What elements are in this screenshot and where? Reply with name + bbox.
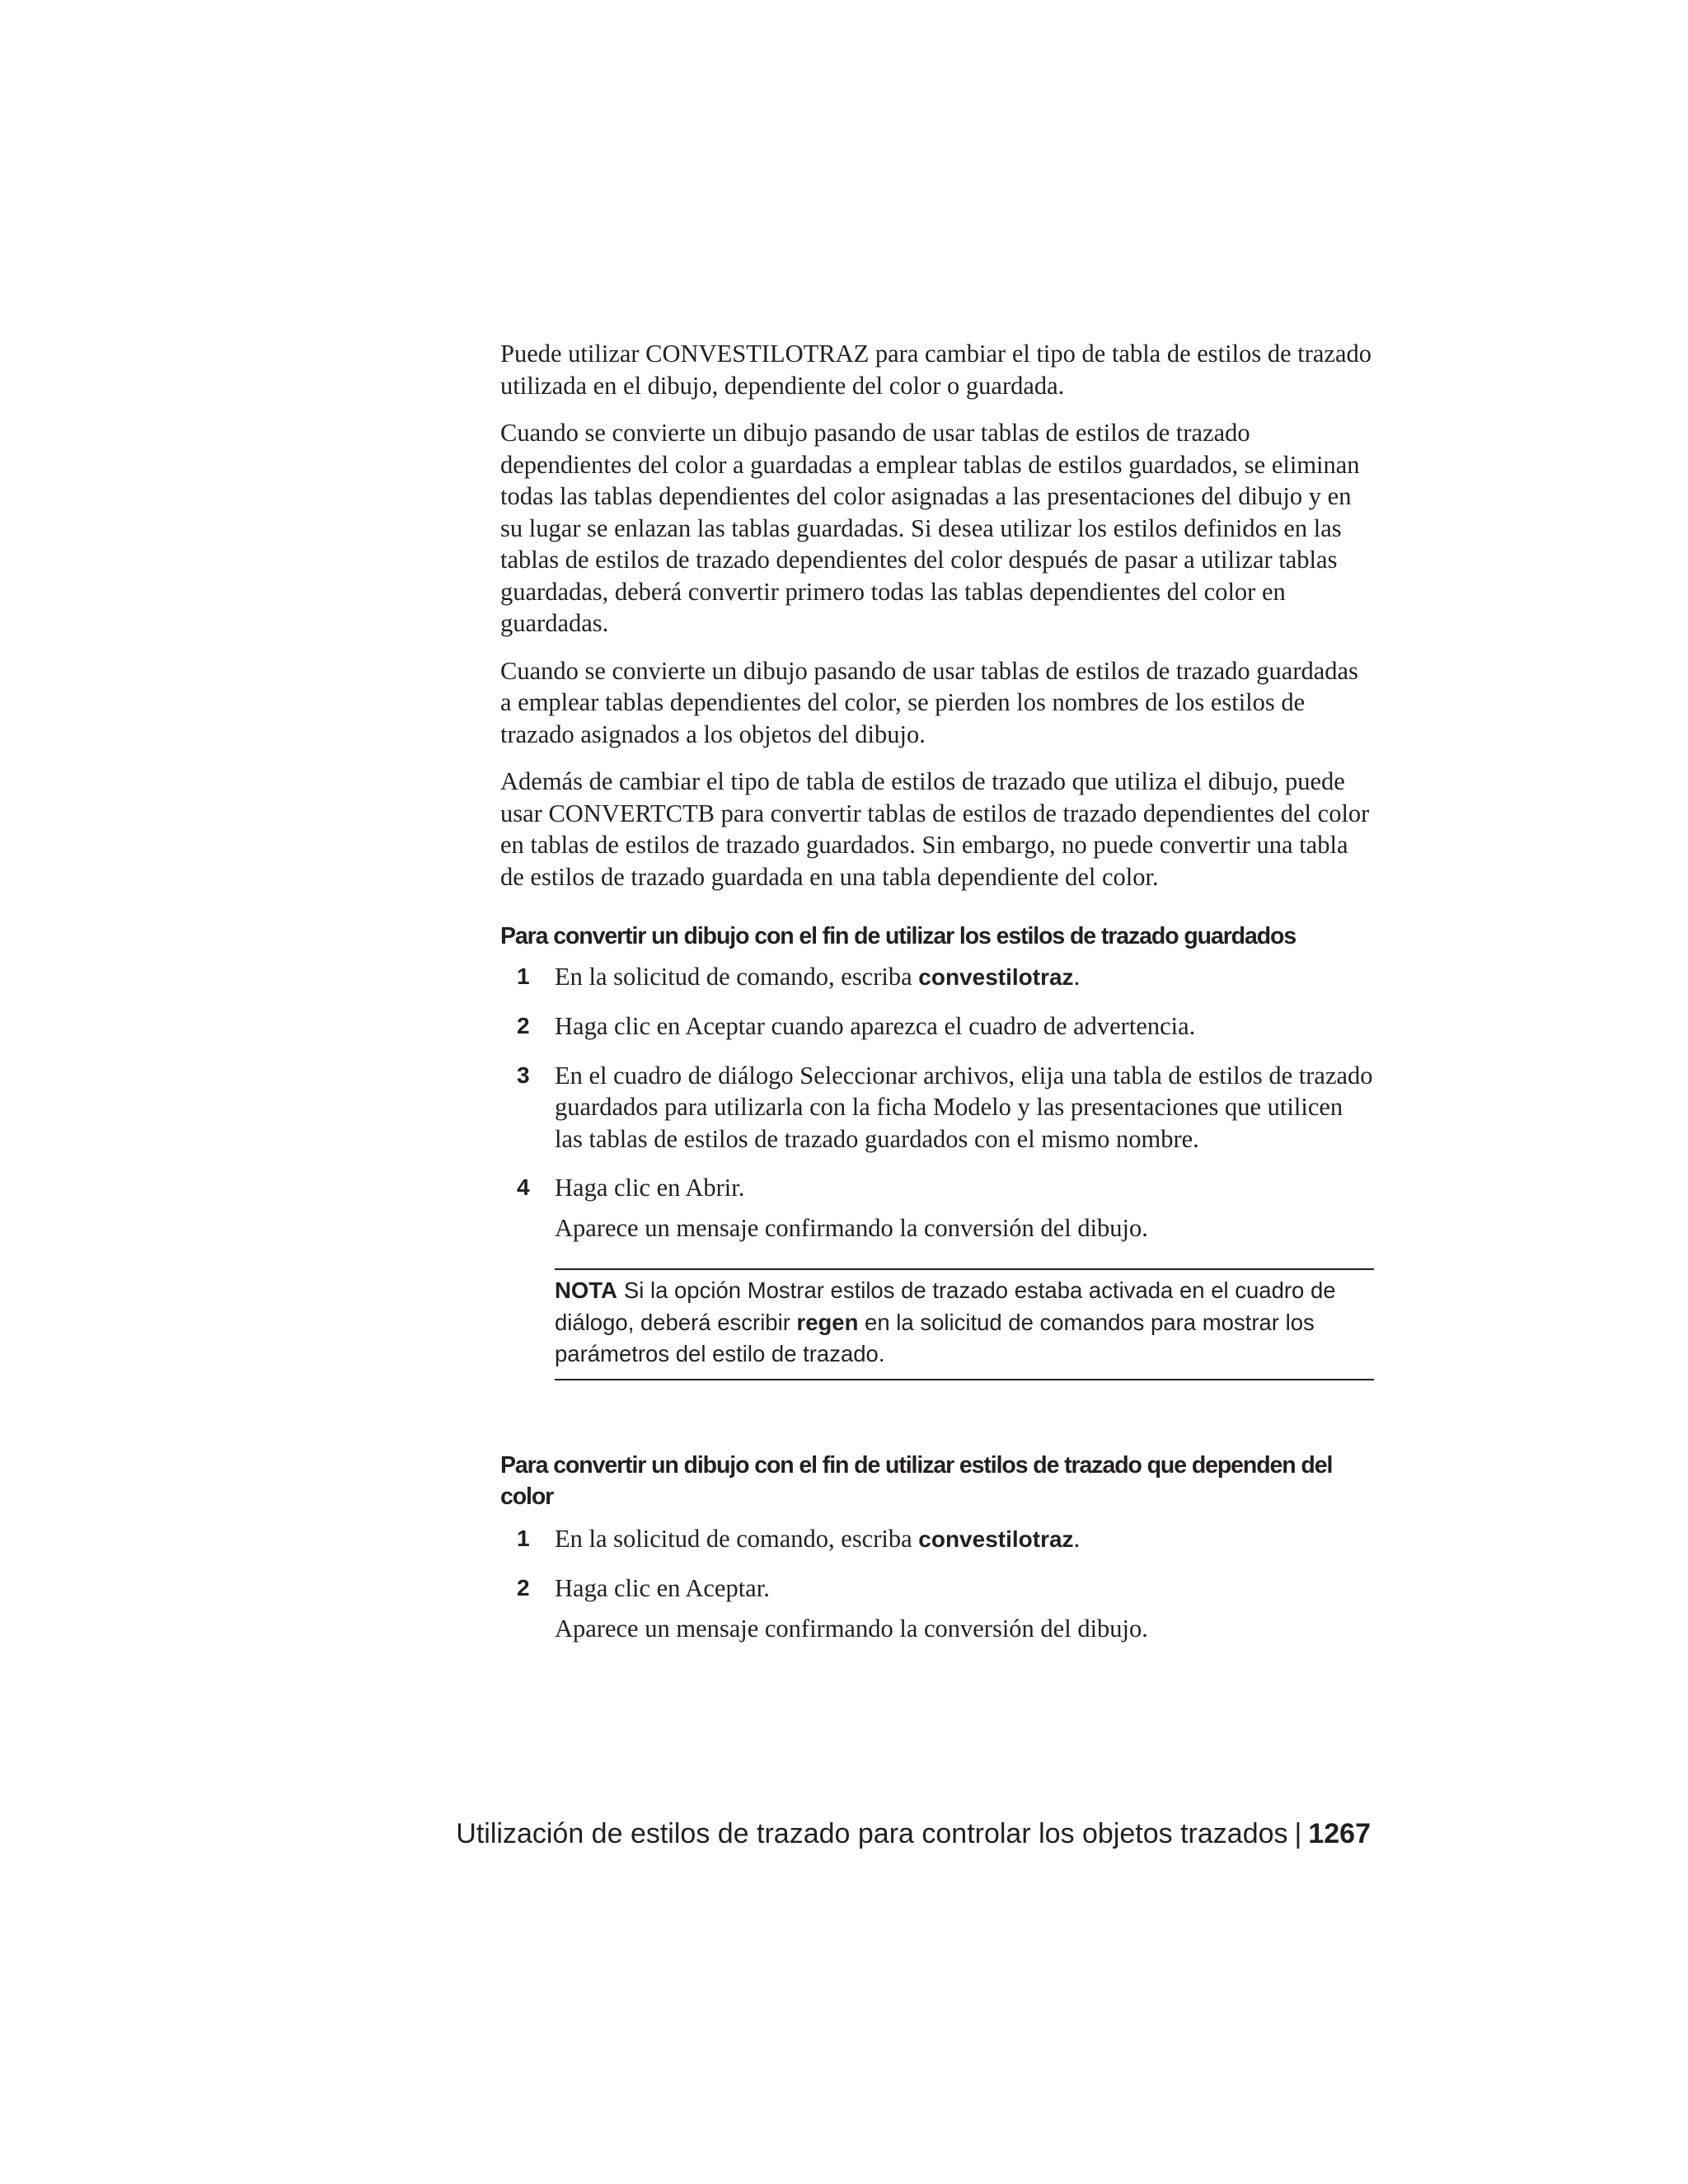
step-text: Haga clic en Aceptar cuando aparezca el cuadro de advertencia. [555, 1012, 1196, 1040]
command-name: convestilotraz [918, 1526, 1074, 1552]
note-label: NOTA [555, 1277, 617, 1303]
command-name: convestilotraz [918, 963, 1074, 990]
page-number: 1267 [1308, 1818, 1371, 1849]
step-number: 4 [517, 1174, 530, 1200]
step-text-before: En la solicitud de comando, escriba [555, 1524, 919, 1553]
step-text: Haga clic en Aceptar. [555, 1574, 770, 1602]
page-footer [456, 1816, 1371, 1852]
step-result: Aparece un mensaje confirmando la conversión del dibujo. [555, 1614, 1148, 1643]
step-text: En el cuadro de diálogo Seleccionar archivos, elija una tabla de estilos de trazado guardados para utilizarla con la ficha Modelo y las presentaciones que utilicen las tablas de estilos de trazado guardados con el mismo nombre. [555, 1061, 1373, 1153]
procedure-2-steps [500, 1523, 1374, 1645]
page-content [500, 338, 1374, 1661]
step-number: 1 [517, 963, 530, 989]
note-box [555, 1268, 1374, 1380]
footer-separator: | [1294, 1818, 1302, 1849]
intro-paragraph-3: Cuando se convierte un dibujo pasando de usar tablas de estilos de trazado guardadas a emplear tablas dependientes del color, se pierden los nombres de los estilos de trazado asignados a los objetos del dibujo. [500, 656, 1358, 748]
step-text [555, 1523, 1374, 1556]
step-number: 2 [517, 1013, 530, 1038]
note-text-after: en la solicitud de comandos para mostrar los parámetros del estilo de trazado. [555, 1309, 1315, 1366]
procedure-1-step-2 [500, 1010, 1374, 1043]
step-result: Aparece un mensaje confirmando la conversión del dibujo. [555, 1213, 1148, 1242]
procedure-2-step-2 [500, 1572, 1374, 1644]
note-command: regen [796, 1309, 859, 1335]
procedure-1-step-1 [500, 961, 1374, 994]
step-number: 1 [517, 1525, 530, 1551]
intro-paragraph-1: Puede utilizar CONVESTILOTRAZ para cambiar el tipo de tabla de estilos de trazado utilizada en el dibujo, dependiente del color o guardada. [500, 340, 1372, 400]
procedure-1-step-3 [500, 1060, 1374, 1155]
step-text [555, 961, 1374, 994]
note-text-before: Si la opción Mostrar estilos de trazado estaba activada en el cuadro de diálogo, deberá escribir [555, 1277, 1336, 1335]
step-text-after: . [1073, 1524, 1081, 1553]
intro-paragraph-2: Cuando se convierte un dibujo pasando de usar tablas de estilos de trazado dependientes del color a guardadas a emplear tablas de estilos guardados, se eliminan todas las tablas dependientes del color asignadas a las presentaciones del dibujo y en su lugar se enlazan las tablas guardadas. Si desea utilizar los estilos definidos en las tablas de estilos de trazado dependientes del color después de pasar a utilizar tablas guardadas, deberá convertir primero todas las tablas dependientes del color en guardadas. [500, 419, 1360, 637]
footer-chapter-title: Utilización de estilos de trazado para controlar los objetos trazados [456, 1818, 1288, 1849]
procedure-1-steps [500, 961, 1374, 1380]
step-text-after: . [1073, 962, 1081, 991]
intro-paragraph-4: Además de cambiar el tipo de tabla de estilos de trazado que utiliza el dibujo, puede usar CONVERTCTB para convertir tablas de estilos de trazado dependientes del color en tablas de estilos de trazado guardados. Sin embargo, no puede convertir una tabla de estilos de trazado guardada en una tabla dependiente del color. [500, 767, 1370, 891]
procedure-1-heading: Para convertir un dibujo con el fin de utilizar los estilos de trazado guardados [500, 923, 1296, 949]
procedure-2-step-1 [500, 1523, 1374, 1556]
step-number: 3 [517, 1062, 530, 1088]
step-text-before: En la solicitud de comando, escriba [555, 962, 919, 991]
step-text: Haga clic en Abrir. [555, 1174, 745, 1202]
procedure-1-step-4 [500, 1172, 1374, 1380]
procedure-2-heading: Para convertir un dibujo con el fin de utilizar estilos de trazado que dependen del color [500, 1451, 1333, 1510]
step-number: 2 [517, 1575, 530, 1601]
